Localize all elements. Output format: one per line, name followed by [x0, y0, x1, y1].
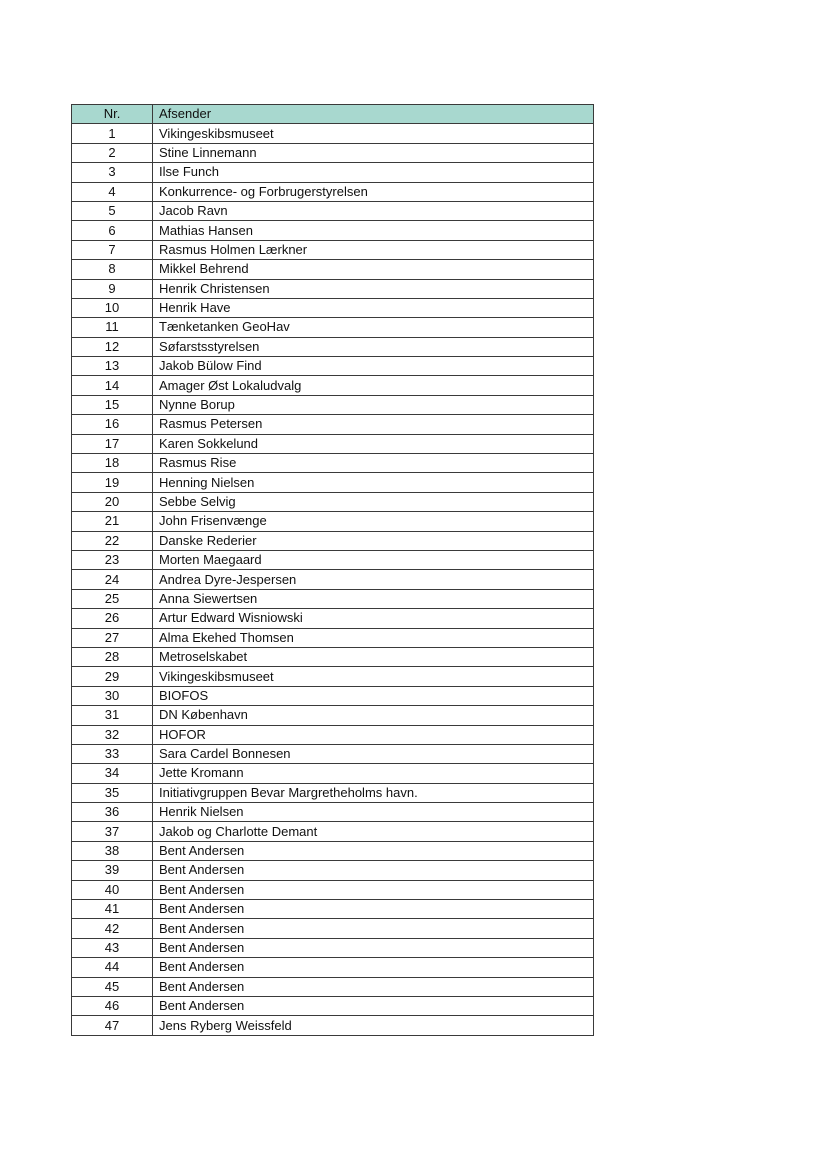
table-row: [72, 434, 594, 453]
row-sender: Sebbe Selvig: [153, 492, 594, 511]
row-sender: Konkurrence- og Forbrugerstyrelsen: [153, 182, 594, 201]
row-number: 6: [72, 221, 153, 240]
row-sender: Bent Andersen: [153, 958, 594, 977]
table-row: [72, 454, 594, 473]
row-sender: Bent Andersen: [153, 861, 594, 880]
row-number: 1: [72, 124, 153, 143]
table-row: [72, 415, 594, 434]
table-row: [72, 686, 594, 705]
table-row: [72, 938, 594, 957]
row-sender: John Frisenvænge: [153, 512, 594, 531]
row-sender: Metroselskabet: [153, 647, 594, 666]
row-number: 9: [72, 279, 153, 298]
row-sender: Jakob og Charlotte Demant: [153, 822, 594, 841]
row-sender: Karen Sokkelund: [153, 434, 594, 453]
table-row: [72, 725, 594, 744]
row-sender: Rasmus Holmen Lærkner: [153, 240, 594, 259]
table-row: [72, 279, 594, 298]
table-row: [72, 589, 594, 608]
table-row: [72, 357, 594, 376]
row-number: 35: [72, 783, 153, 802]
row-sender: Henrik Have: [153, 298, 594, 317]
row-sender: Alma Ekehed Thomsen: [153, 628, 594, 647]
row-number: 26: [72, 609, 153, 628]
row-number: 43: [72, 938, 153, 957]
row-number: 40: [72, 880, 153, 899]
row-number: 45: [72, 977, 153, 996]
table-row: [72, 473, 594, 492]
row-sender: Henning Nielsen: [153, 473, 594, 492]
table-row: [72, 337, 594, 356]
row-sender: Anna Siewertsen: [153, 589, 594, 608]
row-sender: DN København: [153, 706, 594, 725]
table-row: [72, 298, 594, 317]
table-row: [72, 550, 594, 569]
row-sender: Bent Andersen: [153, 880, 594, 899]
row-number: 32: [72, 725, 153, 744]
table-row: [72, 124, 594, 143]
row-number: 34: [72, 764, 153, 783]
row-number: 46: [72, 996, 153, 1015]
table-row: [72, 783, 594, 802]
row-number: 27: [72, 628, 153, 647]
row-number: 8: [72, 260, 153, 279]
row-sender: Jakob Bülow Find: [153, 357, 594, 376]
table-row: [72, 182, 594, 201]
row-number: 17: [72, 434, 153, 453]
row-sender: Mikkel Behrend: [153, 260, 594, 279]
row-number: 5: [72, 201, 153, 220]
row-number: 22: [72, 531, 153, 550]
row-number: 36: [72, 803, 153, 822]
table-row: [72, 803, 594, 822]
row-number: 21: [72, 512, 153, 531]
row-number: 31: [72, 706, 153, 725]
row-number: 37: [72, 822, 153, 841]
row-sender: Andrea Dyre-Jespersen: [153, 570, 594, 589]
row-number: 18: [72, 454, 153, 473]
row-number: 25: [72, 589, 153, 608]
row-sender: Bent Andersen: [153, 996, 594, 1015]
table-row: [72, 376, 594, 395]
table-row: [72, 764, 594, 783]
row-number: 12: [72, 337, 153, 356]
table-row: [72, 143, 594, 162]
row-sender: Bent Andersen: [153, 977, 594, 996]
row-sender: Henrik Nielsen: [153, 803, 594, 822]
row-number: 47: [72, 1016, 153, 1035]
row-sender: Vikingeskibsmuseet: [153, 667, 594, 686]
table-row: [72, 570, 594, 589]
table-row: [72, 395, 594, 414]
row-number: 4: [72, 182, 153, 201]
row-number: 10: [72, 298, 153, 317]
table-row: [72, 900, 594, 919]
row-sender: HOFOR: [153, 725, 594, 744]
row-number: 11: [72, 318, 153, 337]
row-number: 30: [72, 686, 153, 705]
row-sender: Bent Andersen: [153, 841, 594, 860]
table-row: [72, 706, 594, 725]
table-row: [72, 609, 594, 628]
row-sender: Ilse Funch: [153, 163, 594, 182]
table-row: [72, 1016, 594, 1035]
row-number: 42: [72, 919, 153, 938]
row-sender: BIOFOS: [153, 686, 594, 705]
table-row: [72, 977, 594, 996]
row-number: 23: [72, 550, 153, 569]
row-sender: Rasmus Rise: [153, 454, 594, 473]
row-sender: Danske Rederier: [153, 531, 594, 550]
row-number: 24: [72, 570, 153, 589]
row-number: 16: [72, 415, 153, 434]
row-number: 14: [72, 376, 153, 395]
table-row: [72, 492, 594, 511]
row-sender: Initiativgruppen Bevar Margretheholms havn.: [153, 783, 594, 802]
table-row: [72, 919, 594, 938]
table-header-row: [72, 105, 594, 124]
table-row: [72, 512, 594, 531]
row-sender: Jens Ryberg Weissfeld: [153, 1016, 594, 1035]
row-number: 20: [72, 492, 153, 511]
row-sender: Bent Andersen: [153, 900, 594, 919]
table-row: [72, 841, 594, 860]
row-number: 13: [72, 357, 153, 376]
row-sender: Stine Linnemann: [153, 143, 594, 162]
row-number: 2: [72, 143, 153, 162]
column-header-nr: Nr.: [72, 105, 153, 124]
table-row: [72, 880, 594, 899]
table-row: [72, 958, 594, 977]
row-sender: Tænketanken GeoHav: [153, 318, 594, 337]
table-row: [72, 667, 594, 686]
row-number: 41: [72, 900, 153, 919]
row-number: 15: [72, 395, 153, 414]
table-row: [72, 628, 594, 647]
row-sender: Morten Maegaard: [153, 550, 594, 569]
row-sender: Sara Cardel Bonnesen: [153, 744, 594, 763]
row-number: 33: [72, 744, 153, 763]
row-sender: Henrik Christensen: [153, 279, 594, 298]
row-sender: Artur Edward Wisniowski: [153, 609, 594, 628]
row-sender: Bent Andersen: [153, 919, 594, 938]
row-number: 7: [72, 240, 153, 259]
table-row: [72, 221, 594, 240]
row-sender: Jacob Ravn: [153, 201, 594, 220]
column-header-sender: Afsender: [153, 105, 594, 124]
row-sender: Nynne Borup: [153, 395, 594, 414]
table-row: [72, 240, 594, 259]
row-sender: Vikingeskibsmuseet: [153, 124, 594, 143]
table-row: [72, 647, 594, 666]
row-number: 39: [72, 861, 153, 880]
row-sender: Bent Andersen: [153, 938, 594, 957]
table-row: [72, 318, 594, 337]
table-row: [72, 996, 594, 1015]
table-row: [72, 260, 594, 279]
table-row: [72, 822, 594, 841]
table-row: [72, 163, 594, 182]
table-row: [72, 201, 594, 220]
row-number: 3: [72, 163, 153, 182]
row-sender: Mathias Hansen: [153, 221, 594, 240]
row-sender: Rasmus Petersen: [153, 415, 594, 434]
senders-table: [71, 104, 594, 1036]
table-row: [72, 744, 594, 763]
table-row: [72, 861, 594, 880]
table-body: [72, 124, 594, 1035]
row-sender: Jette Kromann: [153, 764, 594, 783]
row-sender: Søfarstsstyrelsen: [153, 337, 594, 356]
row-number: 44: [72, 958, 153, 977]
row-number: 28: [72, 647, 153, 666]
row-sender: Amager Øst Lokaludvalg: [153, 376, 594, 395]
row-number: 29: [72, 667, 153, 686]
table-row: [72, 531, 594, 550]
row-number: 19: [72, 473, 153, 492]
row-number: 38: [72, 841, 153, 860]
